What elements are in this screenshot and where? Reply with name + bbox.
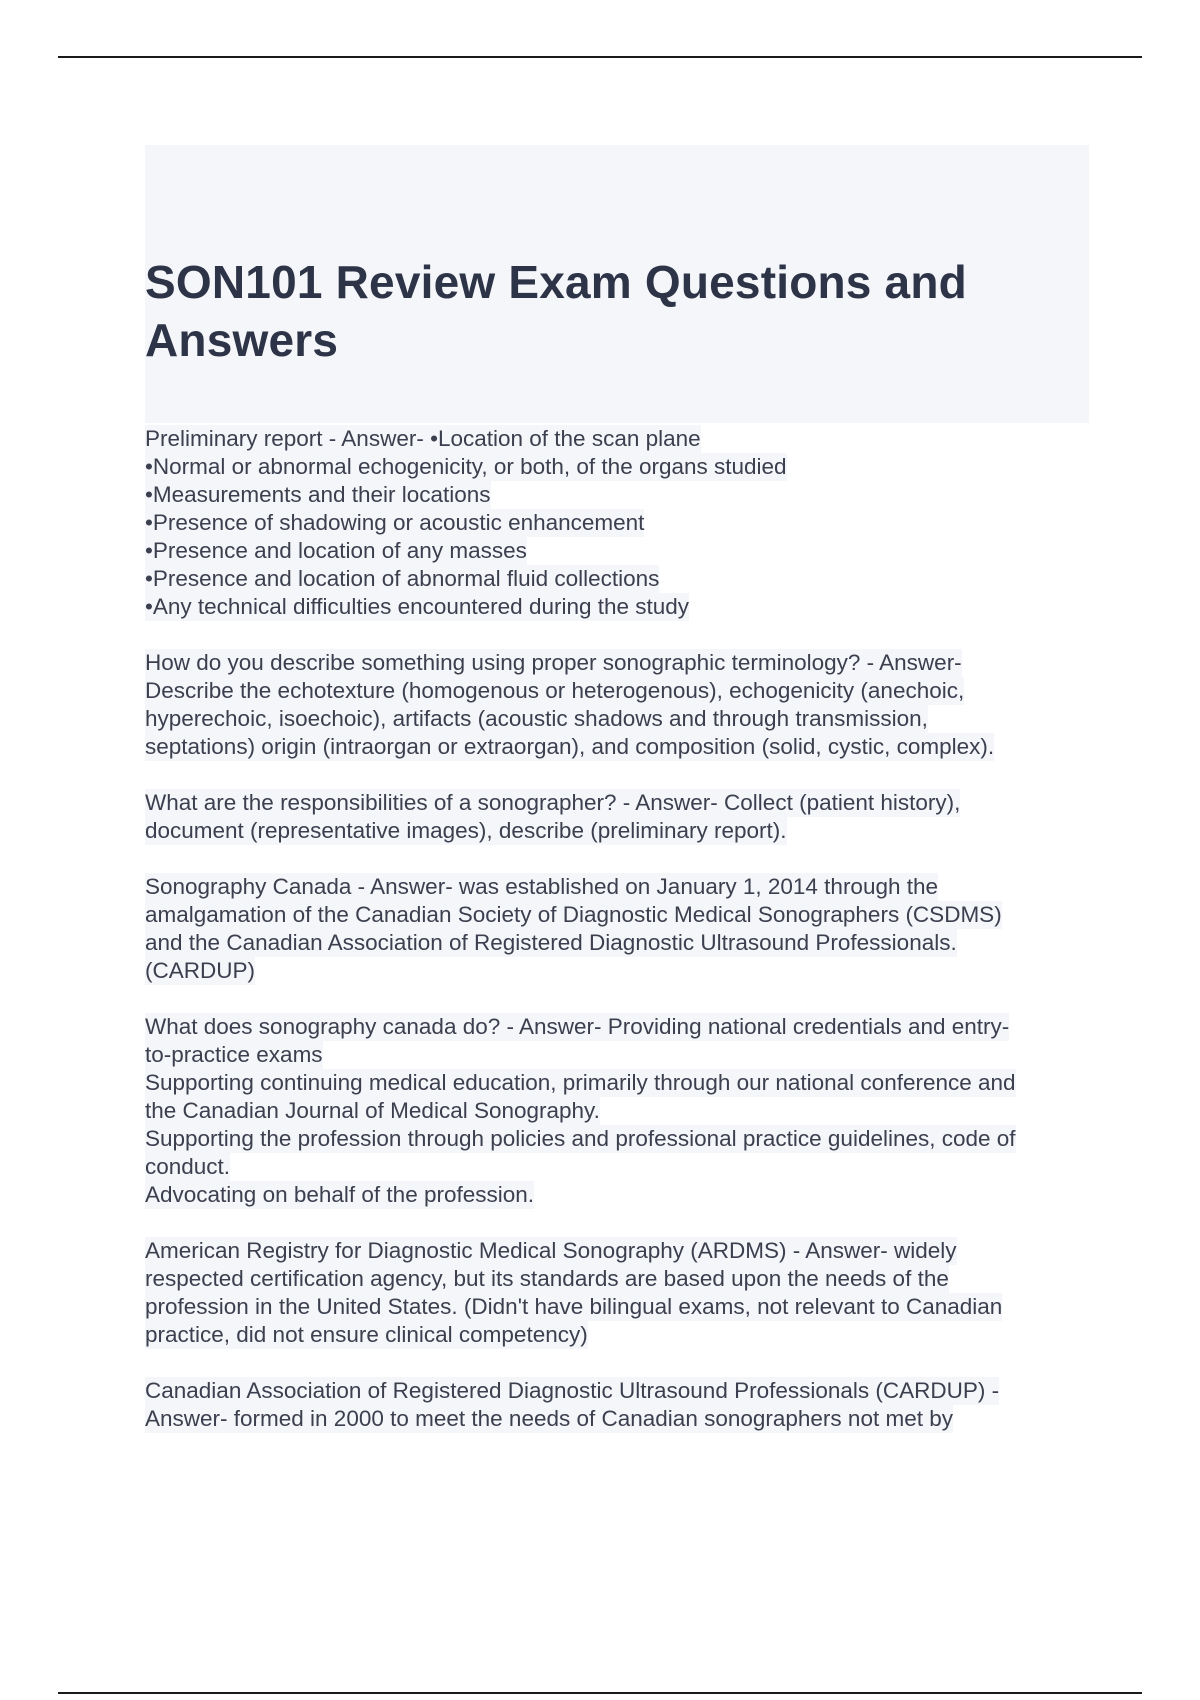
text-line: How do you describe something using proper sonographic terminology? - Answer- — [145, 650, 962, 675]
top-rule — [58, 56, 1142, 58]
text-line: amalgamation of the Canadian Society of Diagnostic Medical Sonographers (CSDMS) — [145, 902, 1002, 927]
text-line: •Presence and location of abnormal fluid collections — [145, 566, 660, 591]
title-line-2: Answers — [145, 314, 339, 366]
text-line: profession in the United States. (Didn't have bilingual exams, not relevant to Canadian — [145, 1294, 1003, 1319]
title-line-1: SON101 Review Exam Questions and — [145, 256, 967, 308]
text-line: •Presence and location of any masses — [145, 538, 527, 563]
text-line: (CARDUP) — [145, 958, 255, 983]
text-line: Supporting the profession through policies and professional practice guidelines, code of — [145, 1126, 1016, 1151]
text-line: What are the responsibilities of a sonographer? - Answer- Collect (patient history), — [145, 790, 961, 815]
text-line: •Normal or abnormal echogenicity, or both, of the organs studied — [145, 454, 787, 479]
qa-content — [145, 425, 1089, 1461]
text-line: Preliminary report - Answer- •Location of the scan plane — [145, 426, 701, 451]
qa-item-sonography-canada-role — [145, 1013, 1089, 1209]
text-line: What does sonography canada do? - Answer- Providing national credentials and entry- — [145, 1014, 1010, 1039]
text-line: practice, did not ensure clinical competency) — [145, 1322, 588, 1347]
text-line: Supporting continuing medical education, primarily through our national conference and — [145, 1070, 1016, 1095]
text-line: American Registry for Diagnostic Medical Sonography (ARDMS) - Answer- widely — [145, 1238, 957, 1263]
qa-item-ardms — [145, 1237, 1089, 1349]
text-line: Canadian Association of Registered Diagnostic Ultrasound Professionals (CARDUP) - — [145, 1378, 1000, 1403]
text-line: hyperechoic, isoechoic), artifacts (acoustic shadows and through transmission, — [145, 706, 928, 731]
qa-item-preliminary-report — [145, 425, 1089, 621]
text-line: •Measurements and their locations — [145, 482, 491, 507]
qa-item-terminology — [145, 649, 1089, 761]
text-line: conduct. — [145, 1154, 231, 1179]
title-block — [145, 145, 1089, 423]
text-line: to-practice exams — [145, 1042, 323, 1067]
text-line: respected certification agency, but its standards are based upon the needs of the — [145, 1266, 949, 1291]
text-line: and the Canadian Association of Registered Diagnostic Ultrasound Professionals. — [145, 930, 957, 955]
qa-item-responsibilities — [145, 789, 1089, 845]
text-line: Sonography Canada - Answer- was established on January 1, 2014 through the — [145, 874, 939, 899]
text-line: Answer- formed in 2000 to meet the needs of Canadian sonographers not met by — [145, 1406, 953, 1431]
text-line: •Any technical difficulties encountered during the study — [145, 594, 690, 619]
text-line: Advocating on behalf of the profession. — [145, 1182, 535, 1207]
qa-item-sonography-canada — [145, 873, 1089, 985]
text-line: septations) origin (intraorgan or extraorgan), and composition (solid, cystic, complex). — [145, 734, 995, 759]
bottom-rule — [58, 1692, 1142, 1694]
text-line: the Canadian Journal of Medical Sonography. — [145, 1098, 600, 1123]
qa-item-cardup — [145, 1377, 1089, 1433]
text-line: •Presence of shadowing or acoustic enhancement — [145, 510, 645, 535]
text-line: document (representative images), describe (preliminary report). — [145, 818, 787, 843]
page-title — [145, 253, 967, 369]
text-line: Describe the echotexture (homogenous or heterogenous), echogenicity (anechoic, — [145, 678, 965, 703]
